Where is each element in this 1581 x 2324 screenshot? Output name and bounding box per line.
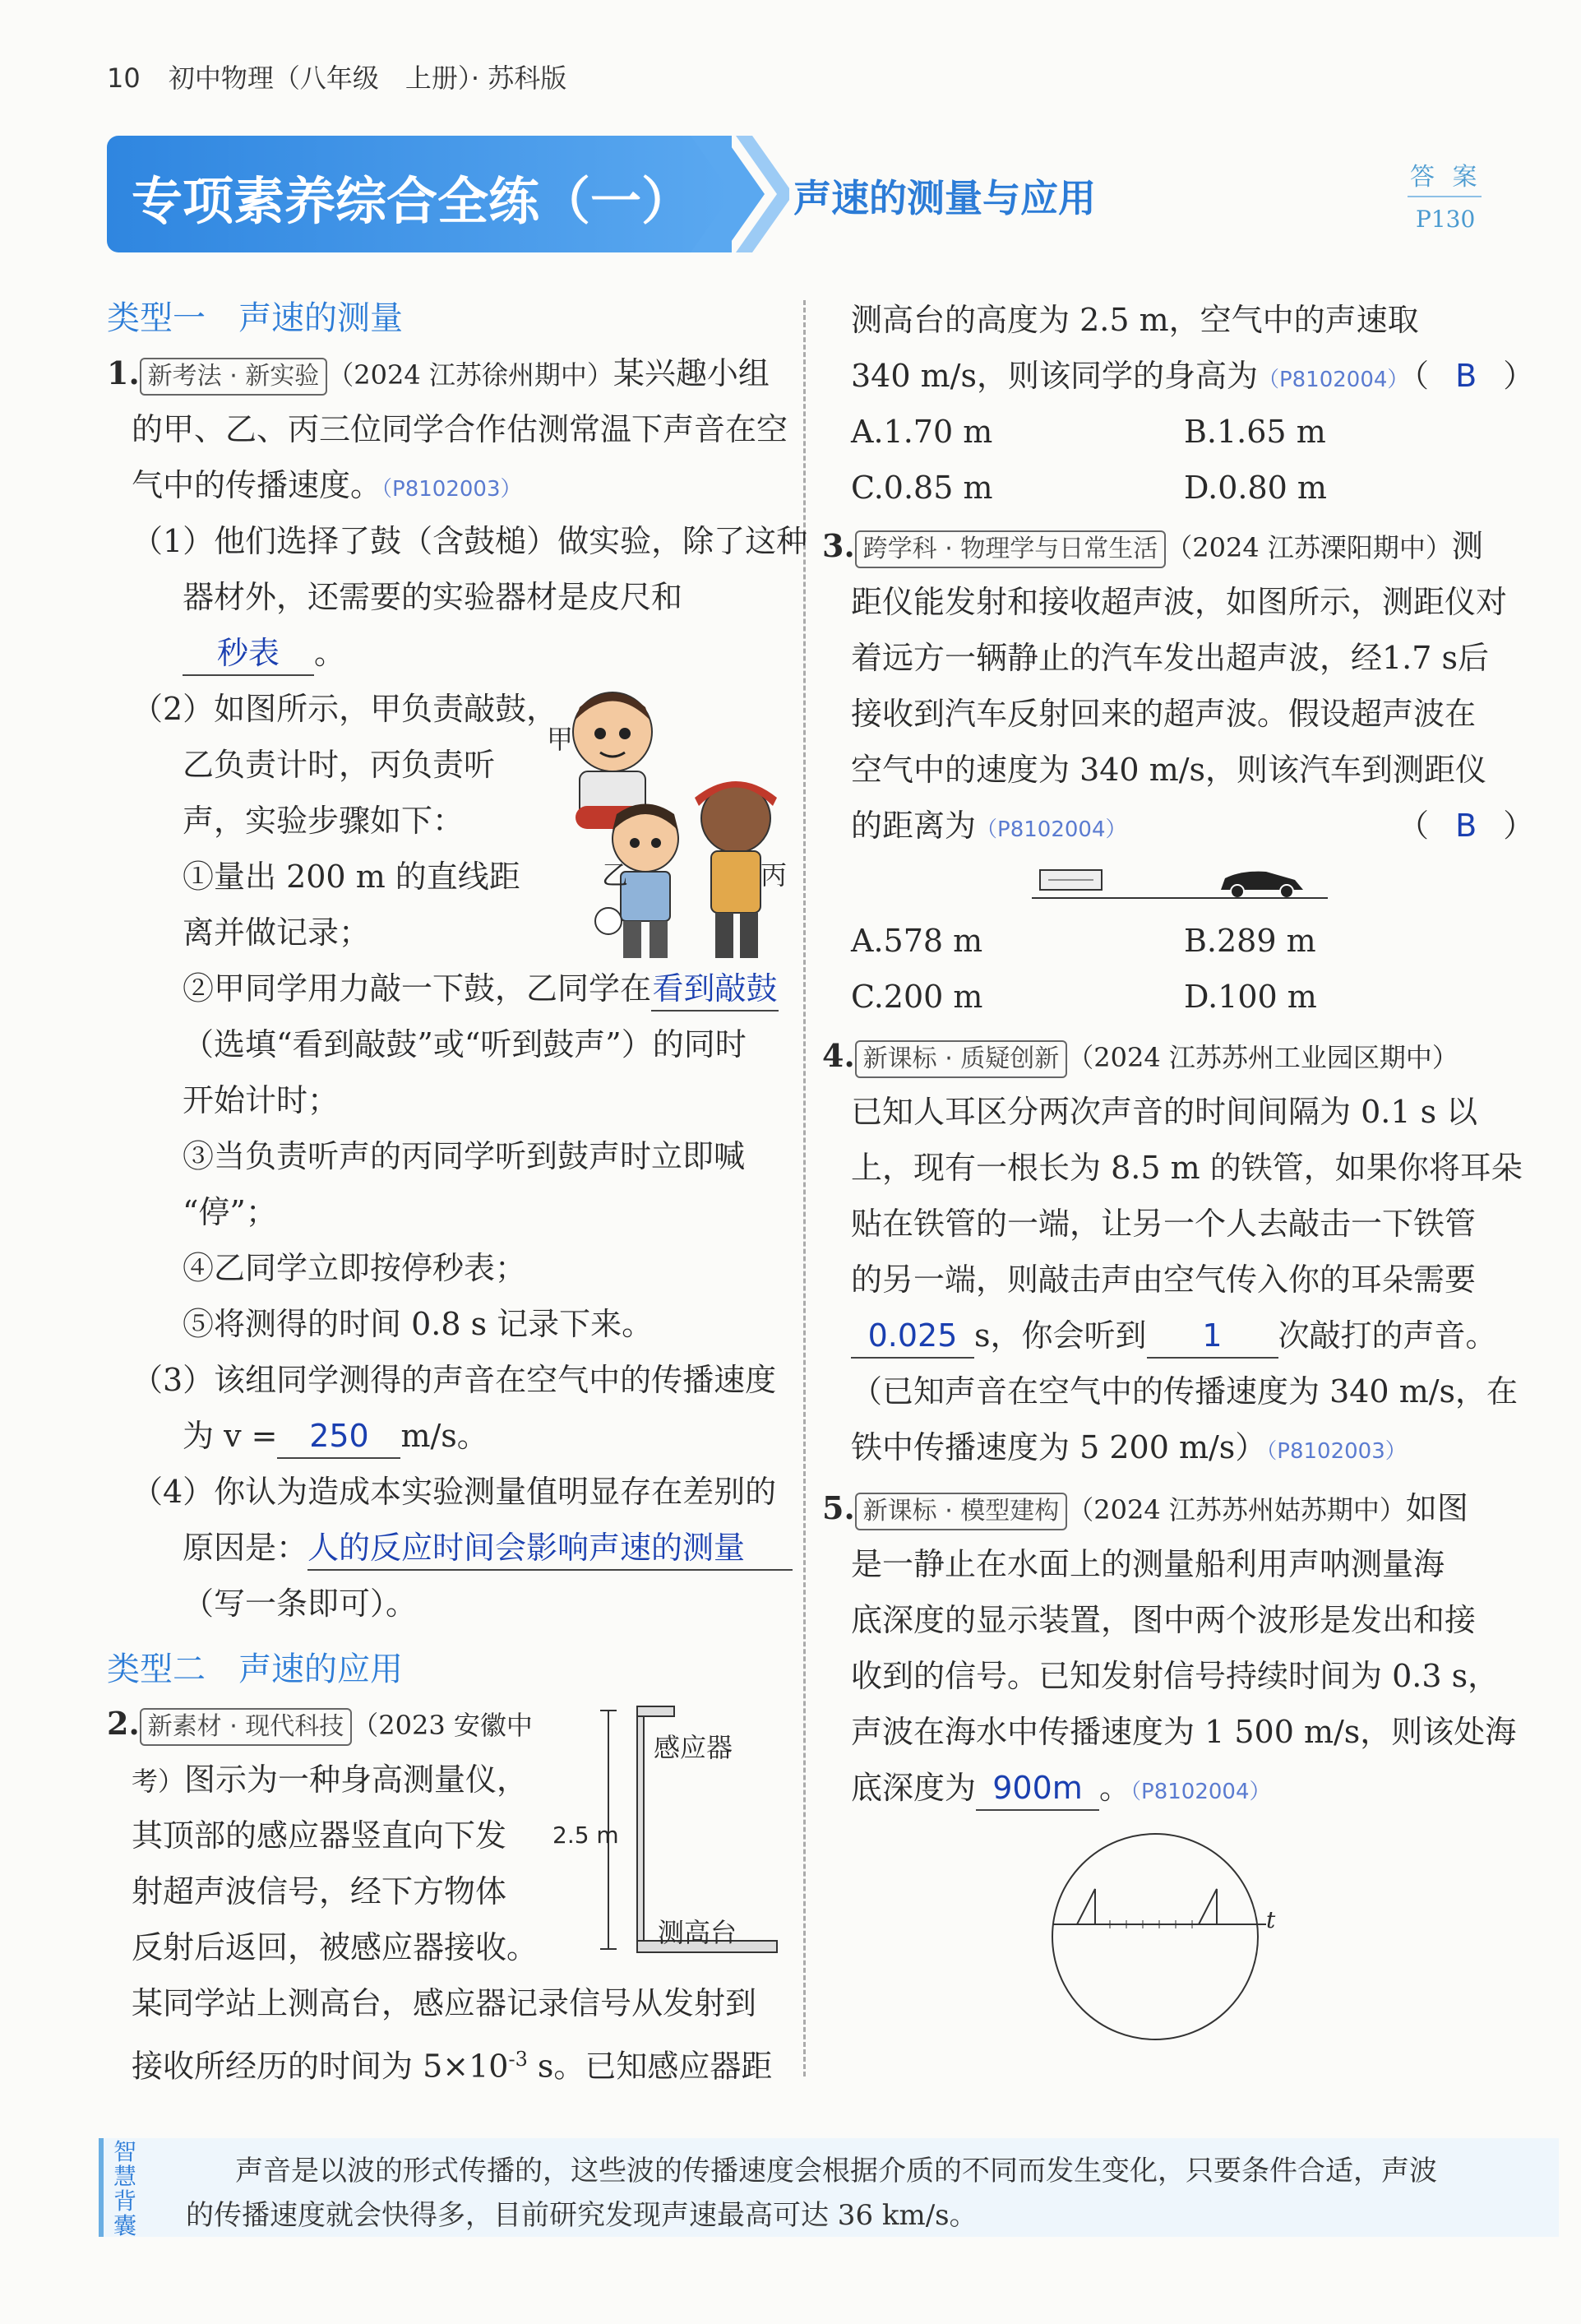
q2-line-6: 某同学站上测高台，感应器记录信号从发射到: [132, 1985, 757, 2021]
q3-line-4: 接收到汽车反射回来的超声波。假设超声波在: [851, 696, 1477, 732]
q3-number: 3.: [822, 527, 855, 564]
q2-text-7b: s。已知感应器距: [527, 2048, 773, 2085]
q3-line-5: 空气中的速度为 340 m/s，则该汽车到测距仪: [851, 752, 1487, 788]
q4-code: （P8102003）: [1266, 1439, 1407, 1464]
q5-line-6: [851, 1760, 1271, 1820]
q1-line-1: [107, 345, 770, 403]
height-label: 2.5 m: [552, 1822, 619, 1849]
answer-page: P130: [1416, 206, 1476, 233]
q2-option-c: C.0.85 m: [851, 470, 993, 506]
q2-line-3: 其顶部的感应器竖直向下发: [132, 1817, 507, 1854]
q2-option-b: B.1.65 m: [1184, 414, 1326, 450]
q5-tag: 新课标 · 模型建构: [855, 1493, 1068, 1530]
q2-answer: B: [1455, 358, 1477, 394]
section-type-2: 类型二 声速的应用: [107, 1650, 403, 1688]
q2-source-b: 考）: [132, 1766, 185, 1797]
section-type-1: 类型一 声速的测量: [107, 299, 403, 337]
q2-line-1: [107, 1696, 533, 1753]
q1-code: （P8102003）: [381, 477, 522, 502]
tip-box: [99, 2138, 1559, 2237]
q2-text-7a: 接收所经历的时间为 5×10: [132, 2048, 509, 2085]
q5-line-5: 声波在海水中传播速度为 1 500 m/s，则该处海: [851, 1714, 1517, 1750]
q4-line-1: [822, 1028, 1458, 1086]
q1-part4-line-1: （4）你认为造成本实验测量值明显存在差别的: [132, 1474, 777, 1510]
q1-step2-line-1: [183, 961, 779, 1016]
q1-number: 1.: [107, 354, 140, 391]
q4-line-6: [851, 1308, 1497, 1363]
q2-line-7: [132, 2031, 772, 2095]
banner-title: 专项素养综合全练（一）: [132, 171, 693, 231]
book-title: 初中物理（八年级 上册）· 苏科版: [168, 62, 567, 94]
q5-answer: 900m: [976, 1766, 1099, 1811]
q2-number: 2.: [107, 1705, 140, 1742]
q2-line-5: 反射后返回，被感应器接收。: [132, 1929, 539, 1965]
q3-line-2: 距仪能发射和接收超声波，如图所示，测距仪对: [851, 584, 1508, 620]
sonar-axis-label: t: [1266, 1906, 1276, 1933]
q1-part2-line-1: （2）如图所示，甲负责敲鼓，: [132, 691, 558, 727]
banner-chevrons-icon: [691, 136, 789, 252]
q4-answer-1: 0.025: [851, 1314, 974, 1359]
q1-part4-line-2: [183, 1520, 793, 1576]
q3-option-c: C.200 m: [851, 979, 983, 1015]
q1-answer-2: 看到敲鼓: [651, 967, 779, 1012]
q1-step3-line-2: “停”；: [183, 1194, 277, 1230]
q3-option-a: A.578 m: [851, 923, 983, 959]
sonar-display-figure: [1044, 1822, 1274, 2052]
q5-code: （P8102004）: [1130, 1780, 1271, 1804]
q3-text-1: 测: [1451, 528, 1483, 564]
answer-label: 答 案: [1410, 163, 1482, 192]
q4-line-3: 上，现有一根长为 8.5 m 的铁管，如果你将耳朵: [851, 1150, 1523, 1186]
q1-step3-line-1: ③当负责听声的丙同学听到鼓声时立即喊: [183, 1138, 746, 1174]
q1-step2-line-3: 开始计时；: [183, 1082, 340, 1118]
page-header: [107, 58, 566, 95]
q4-answer-2: 1: [1147, 1314, 1278, 1359]
q1-part4-line-3: （写一条即可）。: [183, 1586, 418, 1622]
q1-line-2: 的甲、乙、丙三位同学合作估测常温下声音在空: [132, 411, 788, 447]
q2-option-d: D.0.80 m: [1184, 470, 1327, 506]
q5-line-4: 收到的信号。已知发射信号持续时间为 0.3 s，: [851, 1658, 1500, 1694]
q1-part1-end: 。: [314, 635, 346, 671]
q3-option-b: B.289 m: [1184, 923, 1316, 959]
q2-right-line-1: 测高台的高度为 2.5 m，空气中的声速取: [851, 302, 1419, 338]
q1-part3-prefix: 为 v =: [183, 1418, 278, 1454]
q1-answer-4: 人的反应时间会影响声速的测量: [307, 1526, 793, 1571]
figure-label-jia: 甲: [547, 724, 574, 755]
q3-option-d: D.100 m: [1184, 979, 1317, 1015]
q4-text-mid: s，你会听到: [974, 1317, 1147, 1354]
q3-text-6: 的距离为: [851, 808, 977, 844]
q4-line-2: 已知人耳区分两次声音的时间间隔为 0.1 s 以: [851, 1094, 1478, 1130]
q1-part3-unit: m/s。: [400, 1418, 488, 1454]
q3-answer-bracket: （ B ）: [1398, 808, 1535, 844]
kids-figure: [543, 683, 806, 970]
q4-line-5: 的另一端，则敲击声由空气传入你的耳朵需要: [851, 1262, 1477, 1298]
q4-line-8: [851, 1419, 1407, 1479]
q5-source: （2024 江苏苏州姑苏期中）: [1067, 1494, 1406, 1525]
q4-line-4: 贴在铁管的一端，让另一个人去敲击一下铁管: [851, 1206, 1477, 1242]
q1-part3-line-2: [183, 1408, 488, 1464]
q1-step5: ⑤将测得的时间 0.8 s 记录下来。: [183, 1306, 654, 1342]
q2-source-a: （2023 安徽中: [352, 1710, 533, 1741]
q1-part2-line-2: 乙负责计时，丙负责听: [183, 747, 496, 783]
q1-part1-line-2: 器材外，还需要的实验器材是皮尺和: [183, 579, 683, 615]
q3-tag: 跨学科 · 物理学与日常生活: [855, 530, 1167, 568]
q4-text-8: 铁中传播速度为 5 200 m/s）: [851, 1429, 1267, 1465]
sensor-label: 感应器: [654, 1732, 733, 1763]
q1-answer-1: 秒表: [183, 632, 314, 676]
q5-text-6: 底深度为: [851, 1770, 977, 1806]
q2-right-text-2: 340 m/s，则该同学的身高为: [851, 358, 1258, 394]
q1-tag: 新考法 · 新实验: [140, 358, 328, 396]
q1-step4: ④乙同学立即按停秒表；: [183, 1250, 527, 1286]
tip-side-label: 智慧背囊: [113, 2138, 137, 2239]
q1-text-1: 某兴趣小组: [613, 355, 770, 391]
q4-line-7: （已知声音在空气中的传播速度为 340 m/s，在: [851, 1373, 1519, 1410]
q2-exponent: -3: [508, 2048, 528, 2071]
q2-answer-bracket: （ B ）: [1398, 358, 1535, 394]
tip-line-1: 声音是以波的形式传播的，这些波的传播速度会根据介质的不同而发生变化，只要条件合适，声波: [235, 2155, 1437, 2187]
q2-line-2: [132, 1752, 528, 1809]
q1-answer-3: 250: [277, 1414, 400, 1459]
q1-part1-line-1: （1）他们选择了鼓（含鼓槌）做实验，除了这种: [132, 523, 808, 559]
q2-text-1: 图示为一种身高测量仪，: [184, 1762, 529, 1798]
platform-label: 测高台: [658, 1917, 737, 1948]
q2-code: （P8102004）: [1257, 368, 1409, 392]
q4-text-end: 次敲打的声音。: [1278, 1317, 1497, 1354]
q2-line-4: 射超声波信号，经下方物体: [132, 1873, 507, 1910]
banner-subtitle: 声速的测量与应用: [793, 176, 1096, 220]
q1-line-3: [132, 457, 522, 517]
q3-code: （P8102004）: [976, 817, 1127, 842]
q5-line-3: 底深度的显示装置，图中两个波形是发出和接: [851, 1602, 1477, 1638]
q1-step1-line-2: 离并做记录；: [183, 914, 371, 951]
q4-tag: 新课标 · 质疑创新: [855, 1040, 1068, 1078]
q3-line-3: 着远方一辆静止的汽车发出超声波，经1.7 s后: [851, 640, 1490, 676]
q4-source: （2024 江苏苏州工业园区期中）: [1067, 1042, 1458, 1073]
q3-source: （2024 江苏溧阳期中）: [1166, 532, 1452, 563]
tip-line-2: 的传播速度就会快得多，目前研究发现声速最高可达 36 km/s。: [186, 2199, 978, 2232]
q5-text-end: 。: [1099, 1770, 1131, 1806]
rangefinder-car-figure: [1032, 855, 1328, 905]
q1-part2-line-3: 声，实验步骤如下：: [183, 803, 465, 839]
q3-answer: B: [1455, 808, 1477, 844]
page-number: 10: [107, 62, 141, 94]
q1-step2-text: ②甲同学用力敲一下鼓，乙同学在: [183, 970, 652, 1007]
q4-number: 4.: [822, 1037, 855, 1074]
q5-line-1: [822, 1480, 1468, 1538]
q1-part1-line-3: [183, 625, 345, 681]
q1-step1-line-1: ①量出 200 m 的直线距: [183, 859, 520, 895]
q3-line-6: [851, 798, 1127, 858]
q5-line-2: 是一静止在水面上的测量船利用声呐测量海: [851, 1546, 1445, 1582]
q5-text-1: 如图: [1405, 1490, 1468, 1526]
figure-label-bing: 丙: [760, 859, 788, 891]
q2-right-line-2: [851, 348, 1408, 408]
q1-text-3: 气中的传播速度。: [132, 467, 382, 503]
q2-option-a: A.1.70 m: [851, 414, 993, 450]
q3-line-1: [822, 518, 1483, 576]
q1-part4-prefix: 原因是：: [183, 1530, 308, 1566]
answer-divider: [1408, 196, 1482, 197]
title-banner: [107, 136, 732, 252]
q1-part3-line-1: （3）该组同学测得的声音在空气中的传播速度: [132, 1362, 777, 1398]
q2-tag: 新素材 · 现代科技: [140, 1708, 353, 1746]
q1-step2-line-2: （选填“看到敲鼓”或“听到鼓声”）的同时: [183, 1026, 747, 1062]
figure-label-yi: 乙: [602, 859, 629, 891]
q5-number: 5.: [822, 1489, 855, 1526]
q1-source: （2024 江苏徐州期中）: [327, 359, 613, 391]
